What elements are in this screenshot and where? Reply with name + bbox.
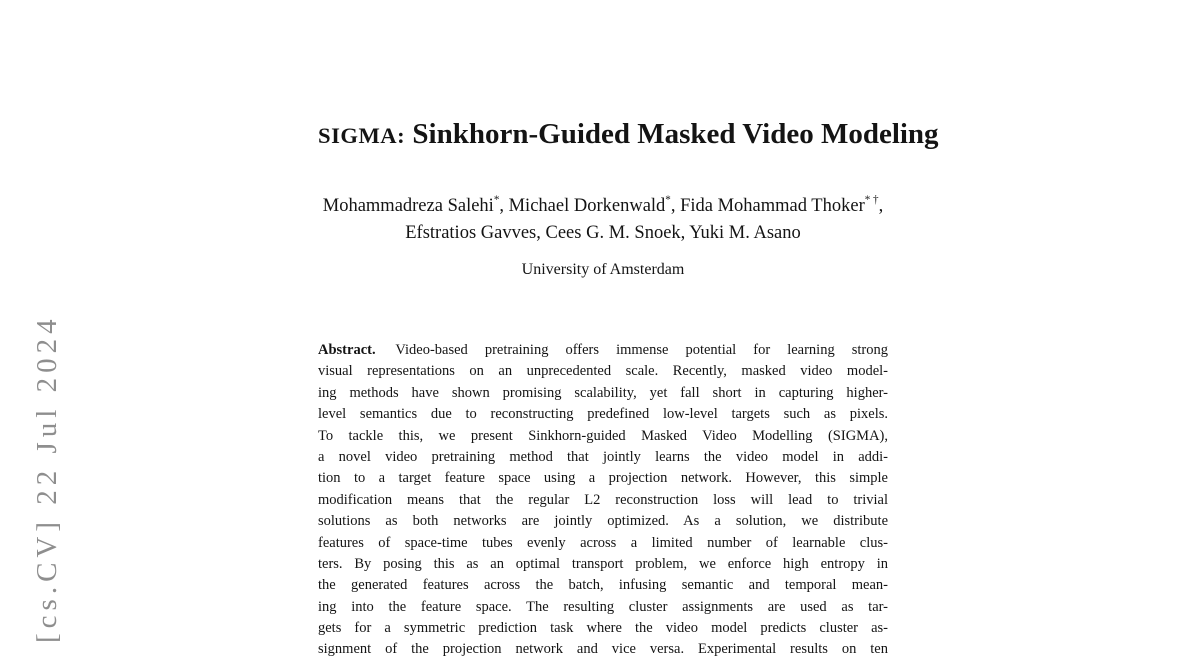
arxiv-stamp: [cs.CV] 22 Jul 2024 [31, 314, 63, 643]
author-line-2: Efstratios Gavves, Cees G. M. Snoek, Yuki M. Asano [405, 223, 801, 243]
abstract-label: Abstract. [318, 342, 376, 358]
abstract-line: ters. By posing this as an optimal transport problem, we enforce high entropy in [318, 555, 888, 572]
abstract-line: gets for a symmetric prediction task where the video model predicts cluster as- [318, 620, 888, 637]
abstract-line: a novel video pretraining method that jointly learns the video model in addi- [318, 448, 888, 465]
author-name: Mohammadreza Salehi [322, 196, 494, 216]
author-footnote-marker: * † [864, 193, 879, 206]
abstract-line: To tackle this, we present Sinkhorn-guided Masked Video Modelling (SIGMA), [318, 427, 888, 444]
abstract-line: ing into the feature space. The resulting cluster assignments are used as tar- [318, 598, 888, 615]
paper-content [318, 118, 939, 661]
abstract [318, 340, 888, 661]
author-footnote-marker: * [493, 193, 500, 206]
author-separator: , [878, 196, 884, 216]
abstract-line: features of space-time tubes evenly across a limited number of learnable clus- [318, 534, 888, 551]
abstract-line: level semantics due to reconstructing predefined low-level targets such as pixels. [318, 406, 888, 423]
affiliation: University of Amsterdam [521, 261, 685, 278]
author-name: , Michael Dorkenwald [499, 196, 666, 216]
abstract-line: solutions as both networks are jointly optimized. As a solution, we distribute [318, 513, 888, 530]
abstract-line: tion to a target feature space using a projection network. However, this simple [318, 470, 888, 487]
abstract-line: modification means that the regular L2 reconstruction loss will lead to trivial [318, 491, 888, 508]
abstract-line: visual representations on an unprecedented scale. Recently, masked video model- [318, 363, 888, 380]
title-rest: Sinkhorn-Guided Masked Video Modeling [412, 118, 939, 150]
title-acronym: SIGMA: [318, 123, 406, 148]
author-line-1 [318, 193, 888, 220]
author-footnote-marker: * [665, 193, 671, 206]
abstract-line [318, 340, 888, 361]
abstract-line: signment of the projection network and vice versa. Experimental results on ten [318, 641, 888, 658]
paper-title [318, 118, 939, 152]
author-list [318, 193, 888, 247]
abstract-line: ing methods have shown promising scalability, yet fall short in capturing higher- [318, 384, 888, 401]
abstract-line-text: Video-based pretraining offers immense potential for learning strong [395, 342, 888, 358]
author-name: , Fida Mohammad Thoker [670, 196, 865, 216]
abstract-line: the generated features across the batch, infusing semantic and temporal mean- [318, 577, 888, 594]
